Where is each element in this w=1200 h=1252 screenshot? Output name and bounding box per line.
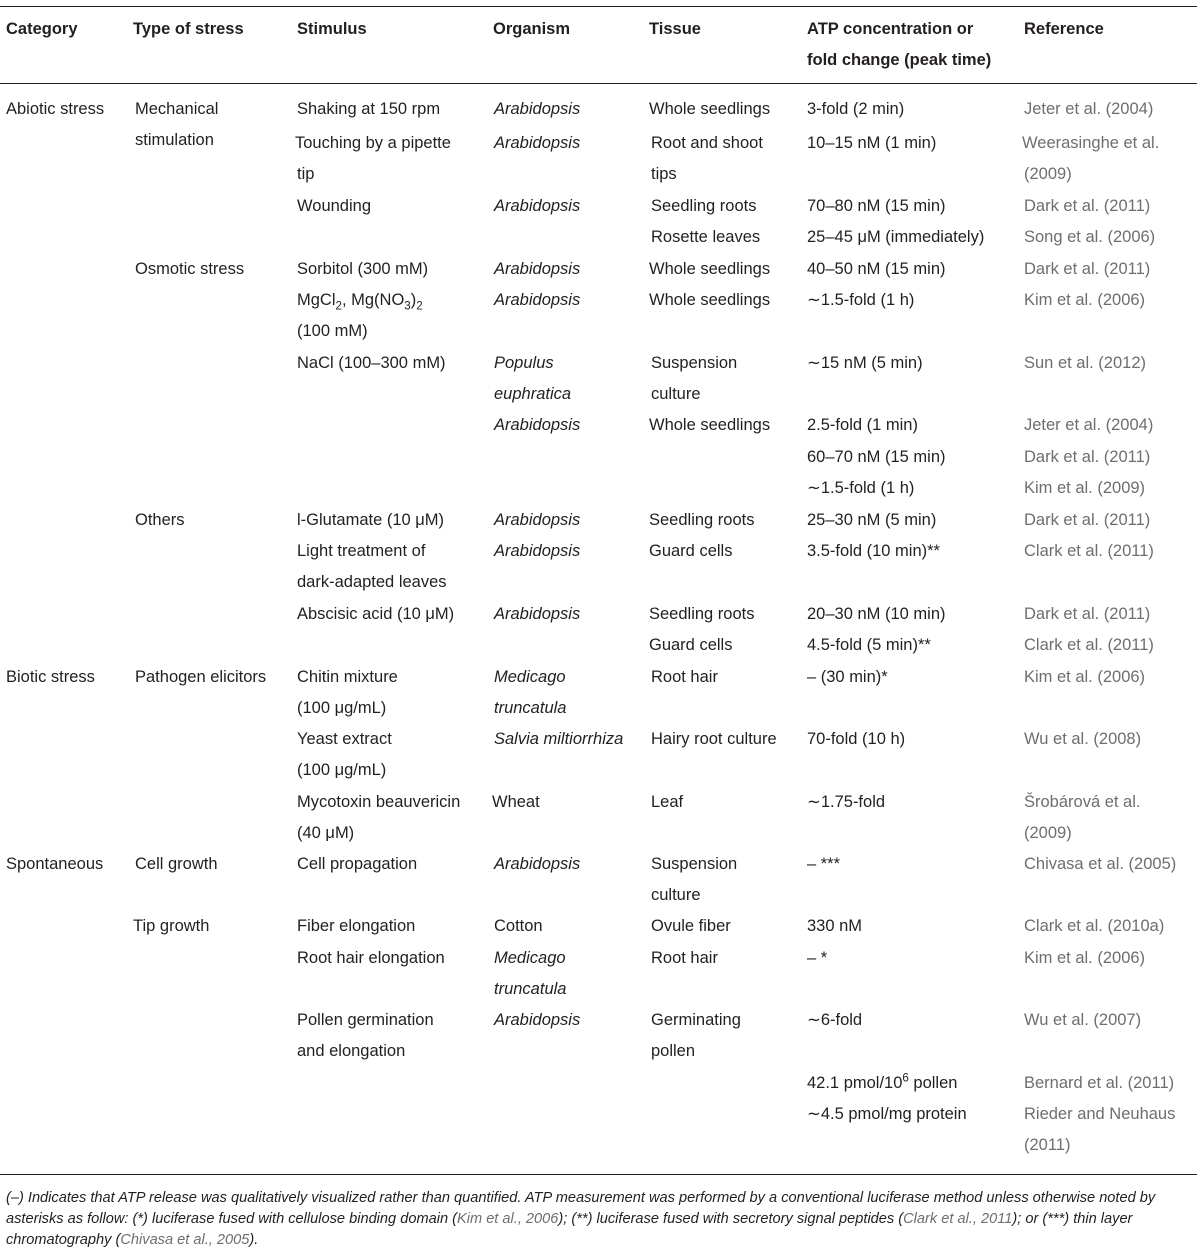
organism-cell: Arabidopsis <box>494 542 581 560</box>
reference-cell[interactable]: (2009) <box>1024 165 1072 183</box>
atp-cell: 40–50 nM (15 min) <box>807 260 946 278</box>
reference-cell[interactable]: Jeter et al. (2004) <box>1024 100 1154 118</box>
tissue-cell: pollen <box>651 1042 696 1060</box>
reference-cell[interactable]: Dark et al. (2011) <box>1024 260 1151 278</box>
header-category: Category <box>6 20 78 38</box>
reference-cell[interactable]: Dark et al. (2011) <box>1024 197 1151 215</box>
reference-cell[interactable]: Kim et al. (2006) <box>1024 949 1146 967</box>
atp-cell: – * <box>807 949 828 967</box>
organism-cell: Arabidopsis <box>494 855 581 873</box>
reference-cell[interactable]: Dark et al. (2011) <box>1024 448 1151 466</box>
organism-cell: Arabidopsis <box>494 260 581 278</box>
atp-cell: 25–45 μM (immediately) <box>807 228 985 246</box>
header-atp-line1: ATP concentration or <box>807 20 974 38</box>
tissue-cell: culture <box>651 886 701 904</box>
tissue-cell: Germinating <box>651 1011 741 1029</box>
atp-cell: 60–70 nM (15 min) <box>807 448 946 466</box>
stimulus-cell: Pollen germination <box>297 1011 434 1029</box>
header-rule <box>0 83 1197 84</box>
top-rule <box>0 6 1197 7</box>
reference-cell[interactable]: Wu et al. (2008) <box>1024 730 1142 748</box>
type-cell: Osmotic stress <box>135 260 245 278</box>
organism-cell: Populus <box>494 354 554 372</box>
organism-cell: Salvia miltiorrhiza <box>494 730 624 748</box>
organism-cell: Wheat <box>492 793 540 811</box>
footnote-citation-link[interactable]: Chivasa et al., 2005 <box>120 1232 250 1248</box>
tissue-cell: Whole seedlings <box>649 100 771 118</box>
tissue-cell: Suspension <box>651 354 738 372</box>
atp-cell: ∼1.5-fold (1 h) <box>807 479 915 497</box>
stimulus-cell: (100 μg/mL) <box>297 699 387 717</box>
atp-cell: ∼4.5 pmol/mg protein <box>807 1105 967 1123</box>
footnote-citation-link[interactable]: Clark et al., 2011 <box>903 1211 1013 1227</box>
stimulus-cell: Yeast extract <box>297 730 392 748</box>
reference-cell[interactable]: Kim et al. (2009) <box>1024 479 1146 497</box>
type-cell: Others <box>135 511 185 529</box>
header-organism: Organism <box>493 20 571 38</box>
organism-cell: Medicago <box>494 949 566 967</box>
reference-cell[interactable]: (2009) <box>1024 824 1072 842</box>
tissue-cell: Leaf <box>651 793 684 811</box>
atp-cell: 3.5-fold (10 min)** <box>807 542 940 560</box>
organism-cell: Arabidopsis <box>494 605 581 623</box>
tissue-cell: Ovule fiber <box>651 917 731 935</box>
stimulus-cell: NaCl (100–300 mM) <box>297 354 446 372</box>
category-cell: Biotic stress <box>6 668 95 686</box>
reference-cell[interactable]: Sun et al. (2012) <box>1024 354 1146 372</box>
reference-cell[interactable]: Clark et al. (2011) <box>1024 636 1154 654</box>
stimulus-cell: tip <box>297 165 315 183</box>
atp-cell: 20–30 nM (10 min) <box>807 605 946 623</box>
atp-cell: ∼1.75-fold <box>807 793 886 811</box>
tissue-cell: Whole seedlings <box>649 291 771 309</box>
header-type-of-stress: Type of stress <box>133 20 244 38</box>
organism-cell: Arabidopsis <box>494 416 581 434</box>
reference-cell[interactable]: Wu et al. (2007) <box>1024 1011 1142 1029</box>
atp-cell: 42.1 pmol/$10^6$ pollen <box>807 1072 958 1092</box>
stimulus-cell: Sorbitol (300 mM) <box>297 260 429 278</box>
atp-cell: 70–80 nM (15 min) <box>807 197 946 215</box>
atp-cell: 2.5-fold (1 min) <box>807 416 918 434</box>
stimulus-cell: Shaking at 150 rpm <box>297 100 441 118</box>
tissue-cell: Seedling roots <box>649 605 755 623</box>
stimulus-cell: Touching by a pipette <box>295 134 451 152</box>
reference-cell[interactable]: Dark et al. (2011) <box>1024 511 1151 529</box>
stimulus-cell: Light treatment of <box>297 542 426 560</box>
organism-cell: Arabidopsis <box>494 1011 581 1029</box>
stimulus-cell: MgCl$_2$, $Mg(NO_3)_2$ <box>297 291 423 313</box>
organism-cell: Cotton <box>494 917 543 935</box>
reference-cell[interactable]: Jeter et al. (2004) <box>1024 416 1154 434</box>
organism-cell: truncatula <box>494 980 567 998</box>
atp-cell: ∼1.5-fold (1 h) <box>807 291 915 309</box>
organism-cell: euphratica <box>494 385 572 403</box>
tissue-cell: Whole seedlings <box>649 416 771 434</box>
tissue-cell: Root hair <box>651 668 718 686</box>
tissue-cell: Guard cells <box>649 542 733 560</box>
reference-cell[interactable]: Bernard et al. (2011) <box>1024 1074 1175 1092</box>
stimulus-cell: Cell propagation <box>297 855 418 873</box>
header-tissue: Tissue <box>649 20 701 38</box>
type-cell: stimulation <box>135 131 214 149</box>
reference-cell[interactable]: Kim et al. (2006) <box>1024 668 1146 686</box>
organism-cell: Arabidopsis <box>494 100 581 118</box>
reference-cell[interactable]: Kim et al. (2006) <box>1024 291 1146 309</box>
type-cell: Cell growth <box>135 855 218 873</box>
stimulus-cell: (100 μg/mL) <box>297 761 387 779</box>
stimulus-cell: Fiber elongation <box>297 917 416 935</box>
tissue-cell: Root hair <box>651 949 718 967</box>
stimulus-cell: Wounding <box>297 197 372 215</box>
tissue-cell: Hairy root culture <box>651 730 777 748</box>
atp-cell: ∼6-fold <box>807 1011 863 1029</box>
bottom-rule <box>0 1174 1197 1175</box>
type-cell: Pathogen elicitors <box>135 668 267 686</box>
table-footnote: (–) Indicates that ATP release was qualitatively visualized rather than quantified. ATP measurement was performed by a conventional luciferase method unless otherwise noted by asterisks as follow: (*) luciferase fused with cellulose binding domain (Kim et al., 2006); (**) luciferase fused with secretory signal peptides (Clark et al., 2011); or (***) thin layer chromatography (Chivasa et al., 2005). <box>6 1190 1156 1248</box>
reference-cell[interactable]: Clark et al. (2011) <box>1024 542 1154 560</box>
organism-cell: Arabidopsis <box>494 197 581 215</box>
organism-cell: Arabidopsis <box>494 511 581 529</box>
tissue-cell: culture <box>651 385 701 403</box>
reference-cell[interactable]: Dark et al. (2011) <box>1024 605 1151 623</box>
reference-cell[interactable]: Rieder and Neuhaus <box>1024 1105 1176 1123</box>
reference-cell[interactable]: (2011) <box>1024 1136 1071 1154</box>
atp-cell: ∼15 nM (5 min) <box>807 354 923 372</box>
category-cell: Spontaneous <box>6 855 104 873</box>
atp-cell: 330 nM <box>807 917 863 935</box>
reference-cell[interactable]: Clark et al. (2010a) <box>1024 917 1165 935</box>
type-cell: Mechanical <box>135 100 219 118</box>
tissue-cell: Seedling roots <box>649 511 755 529</box>
atp-cell: 4.5-fold (5 min)** <box>807 636 931 654</box>
organism-cell: truncatula <box>494 699 567 717</box>
reference-cell[interactable]: Chivasa et al. (2005) <box>1024 855 1177 873</box>
reference-cell[interactable]: Šrobárová et al. <box>1024 793 1141 811</box>
organism-cell: Arabidopsis <box>494 291 581 309</box>
atp-cell: 10–15 nM (1 min) <box>807 134 937 152</box>
header-atp-line2: fold change (peak time) <box>807 51 992 69</box>
stimulus-cell: Abscisic acid (10 μM) <box>297 605 455 623</box>
tissue-cell: Root and shoot <box>651 134 763 152</box>
organism-cell: Arabidopsis <box>494 134 581 152</box>
atp-cell: – *** <box>807 855 841 873</box>
atp-cell: – (30 min)* <box>807 668 888 686</box>
reference-cell[interactable]: Song et al. (2006) <box>1024 228 1156 246</box>
tissue-cell: Suspension <box>651 855 738 873</box>
organism-cell: Medicago <box>494 668 566 686</box>
stimulus-cell: l-Glutamate (10 μM) <box>297 511 445 529</box>
stimulus-cell: and elongation <box>297 1042 406 1060</box>
stimulus-cell: Chitin mixture <box>297 668 398 686</box>
stimulus-cell: (100 mM) <box>297 322 368 340</box>
tissue-cell: Guard cells <box>649 636 733 654</box>
stimulus-cell: dark-adapted leaves <box>297 573 447 591</box>
header-reference: Reference <box>1024 20 1104 38</box>
tissue-cell: Rosette leaves <box>651 228 761 246</box>
reference-cell[interactable]: Weerasinghe et al. <box>1022 134 1160 152</box>
tissue-cell: tips <box>651 165 677 183</box>
atp-cell: 3-fold (2 min) <box>807 100 905 118</box>
category-cell: Abiotic stress <box>6 100 105 118</box>
atp-cell: 70-fold (10 h) <box>807 730 906 748</box>
stimulus-cell: Mycotoxin beauvericin <box>297 793 461 811</box>
tissue-cell: Whole seedlings <box>649 260 771 278</box>
stimulus-cell: Root hair elongation <box>297 949 445 967</box>
stimulus-cell: (40 μM) <box>297 824 355 842</box>
tissue-cell: Seedling roots <box>651 197 757 215</box>
footnote-citation-link[interactable]: Kim et al., 2006 <box>457 1211 559 1227</box>
header-stimulus: Stimulus <box>297 20 367 38</box>
atp-cell: 25–30 nM (5 min) <box>807 511 937 529</box>
type-cell: Tip growth <box>133 917 210 935</box>
